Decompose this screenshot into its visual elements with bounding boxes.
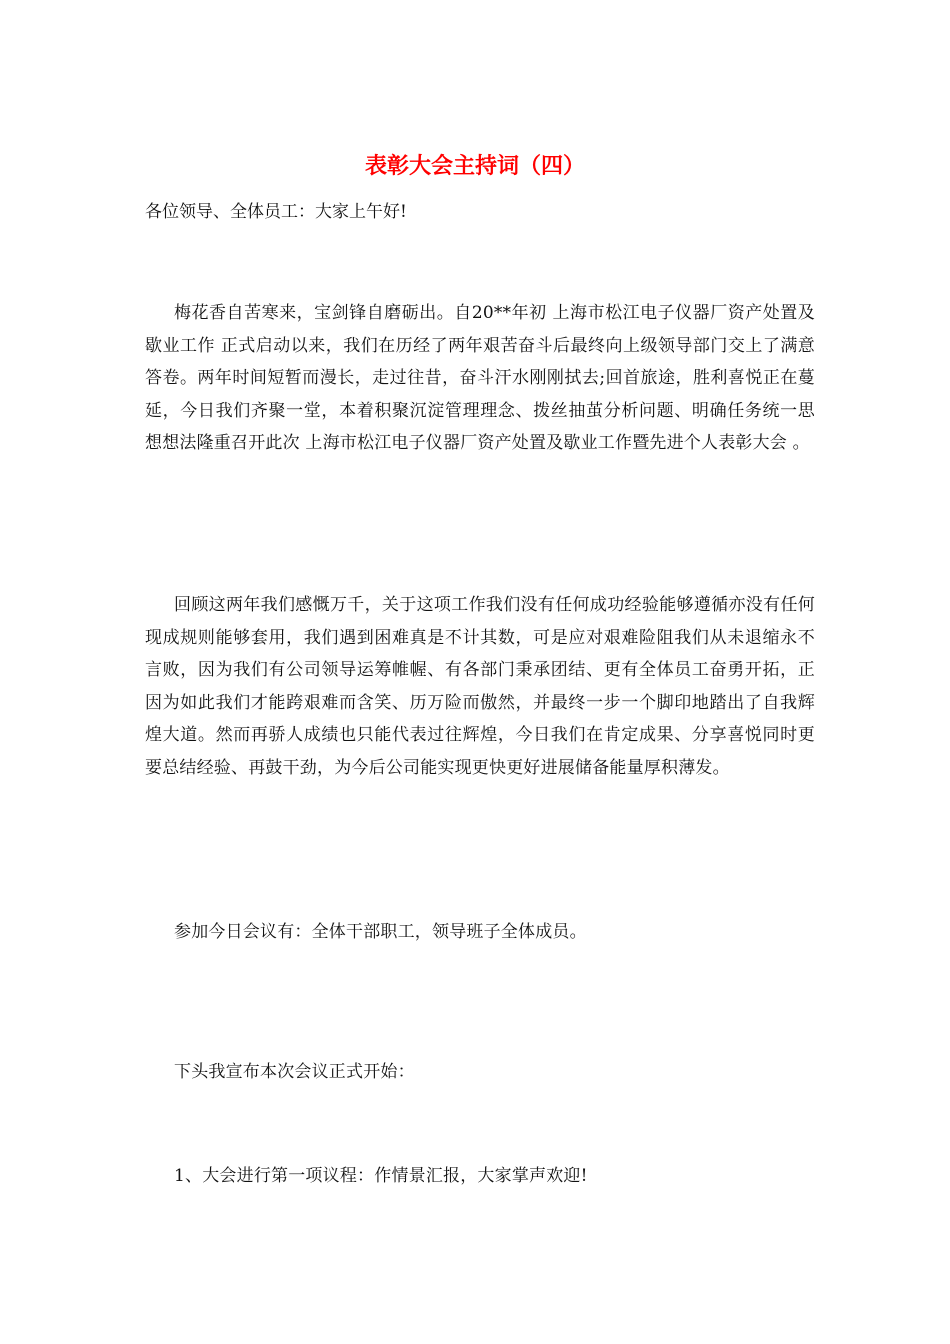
greeting-line: 各位领导、全体员工：大家上午好! <box>145 202 407 222</box>
paragraph-announcement: 下头我宣布本次会议正式开始： <box>174 1062 415 1082</box>
paragraph-review: 回顾这两年我们感慨万千，关于这项工作我们没有任何成功经验能够遵循亦没有任何现成规则能够套用，我们遇到困难真是不计其数，可是应对艰难险阻我们从未退缩永不言败，因为我们有公司领导运筹帷幄、有各部门秉承团结、更有全体员工奋勇开拓，正因为如此我们才能跨艰难而含笑、历万险而傲然，并最终一步一个脚印地踏出了自我辉煌大道。然而再骄人成绩也只能代表过往辉煌，今日我们在肯定成果、分享喜悦同时更要总结经验、再鼓干劲，为今后公司能实现更快更好进展储备能量厚积薄发。 <box>145 595 815 778</box>
paragraph-opening: 梅花香自苦寒来，宝剑锋自磨砺出。自20**年初 上海市松江电子仪器厂资产处置及歇业工作 正式启动以来，我们在历经了两年艰苦奋斗后最终向上级领导部门交上了满意答卷。两年时间短暂而漫长，走过往昔，奋斗汗水刚刚拭去;回首旅途，胜利喜悦正在蔓延，今日我们齐聚一堂，本着积聚沉淀管理理念、拨丝抽茧分析问题、明确任务统一思想想法隆重召开此次 上海市松江电子仪器厂资产处置及歇业工作暨先进个人表彰大会 。 <box>145 303 815 454</box>
paragraph-attendees: 参加今日会议有：全体干部职工，领导班子全体成员。 <box>174 922 587 942</box>
agenda-item-1: 1、大会进行第一项议程：作情景汇报，大家掌声欢迎! <box>174 1166 588 1186</box>
document-title: 表彰大会主持词（四） <box>364 154 585 179</box>
